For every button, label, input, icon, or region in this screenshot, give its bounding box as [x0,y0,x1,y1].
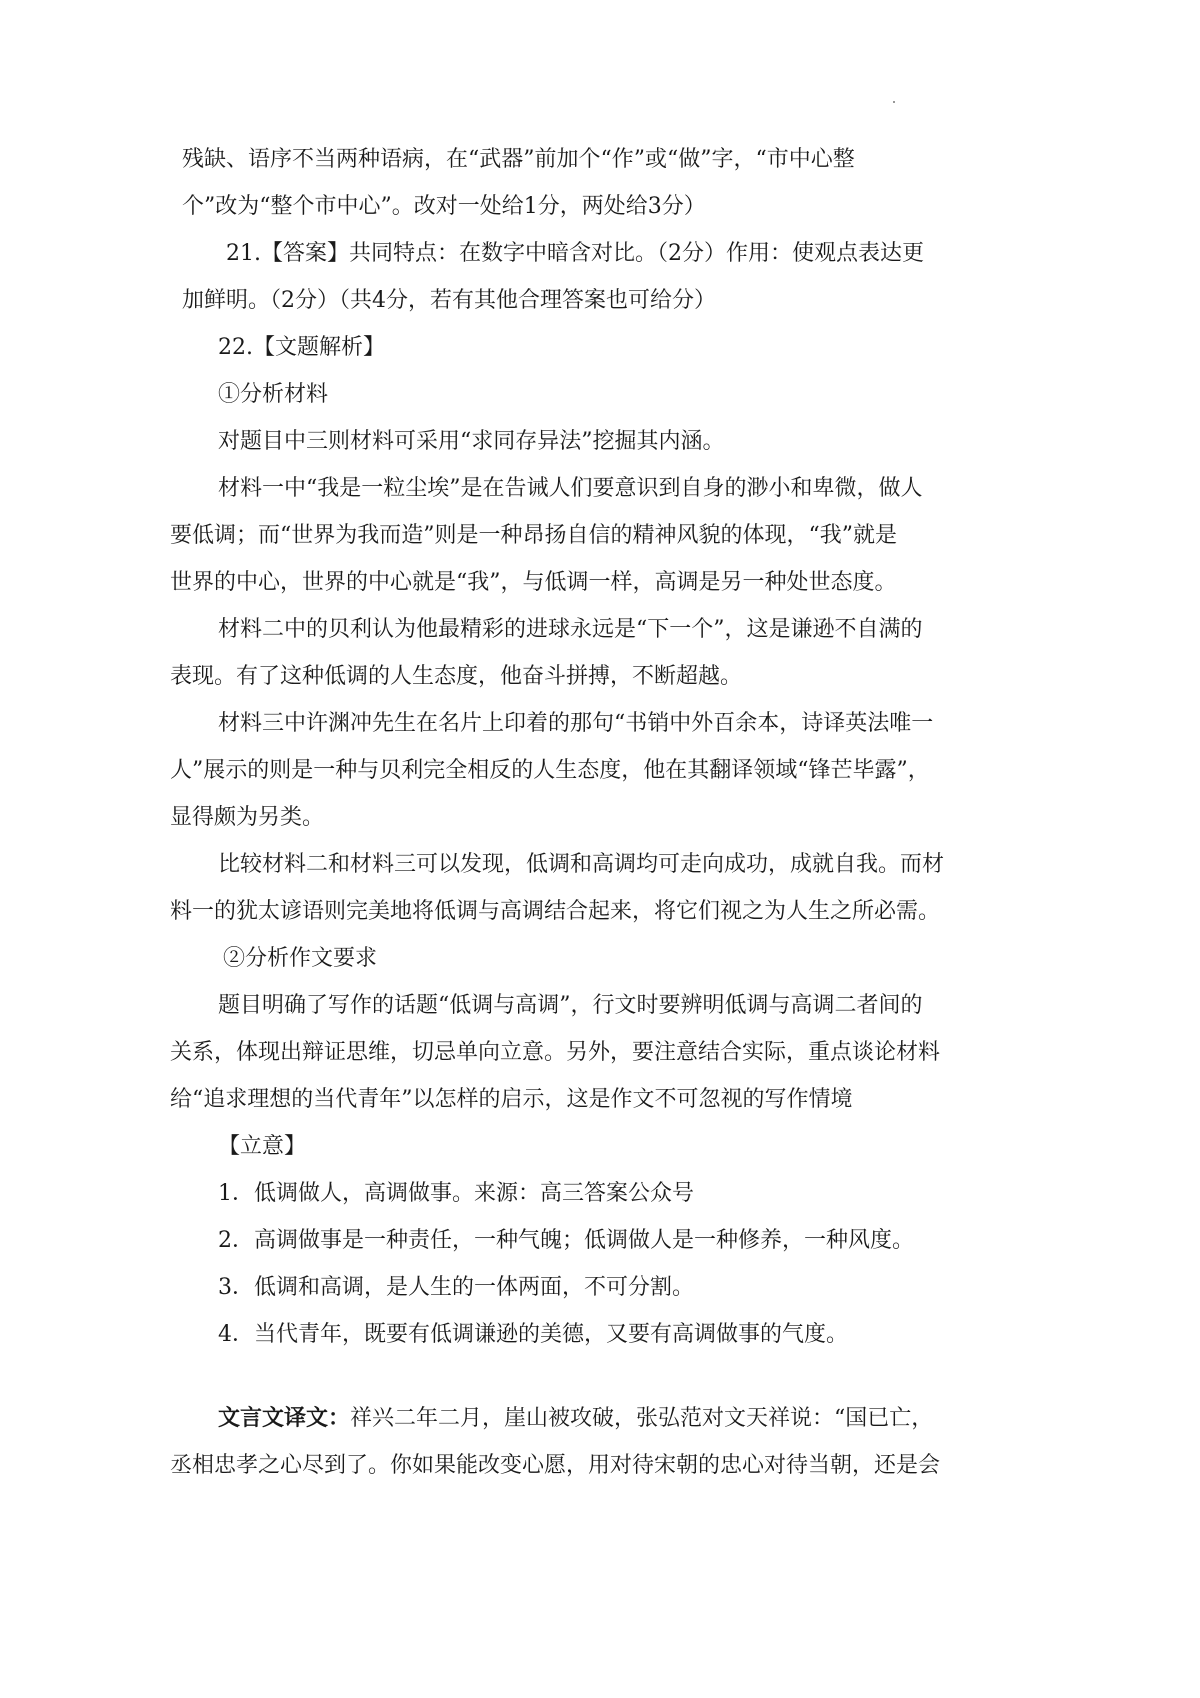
thesis-list [218,1170,1078,1358]
subheading-text: ①分析材料 [218,382,329,407]
text-line: 比较材料二和材料三可以发现，低调和高调均可走向成功，成就自我。而材 [218,852,945,877]
heading-text: 22.【文题解析】 [218,335,385,360]
text-line: 人”展示的则是一种与贝利完全相反的人生态度，他在其翻译领域“锋芒毕露”， [170,758,930,783]
text-line: 丞相忠孝之心尽到了。你如果能改变心愿，用对待宋朝的忠心对待当朝，还是会 [170,1453,941,1478]
requirements-paragraph [170,982,1078,1123]
text-line [218,1395,1078,1442]
list-item: 1．低调做人，高调做事。来源：高三答案公众号 [218,1181,694,1206]
text-line: 要低调；而“世界为我而造”则是一种昂扬自信的精神风貌的体现，“我”就是 [170,523,897,548]
text-line: 显得颇为另类。 [170,805,325,830]
text-line: 材料二中的贝利认为他最精彩的进球永远是“下一个”，这是谦逊不自满的 [218,617,923,642]
text-line: 材料三中许渊冲先生在名片上印着的那句“书销中外百余本，诗译英法唯一 [218,711,934,736]
thesis-heading [218,1123,1078,1170]
text-line: 给“追求理想的当代青年”以怎样的启示，这是作文不可忽视的写作情境 [170,1087,853,1112]
text-line: 21.【答案】共同特点：在数字中暗含对比。（2分）作用：使观点表达更 [226,241,924,266]
subheading-analyze-material [218,371,1078,418]
list-item: 4．当代青年，既要有低调谦逊的美德，又要有高调做事的气度。 [218,1322,848,1347]
translation-paragraph [170,1395,1078,1489]
translation-text: 祥兴二年二月，崖山被攻破，张弘范对文天祥说：“国已亡， [350,1406,934,1431]
answer-20-continued [182,136,1042,230]
scan-dot [893,101,895,103]
text-line: 加鲜明。（2分）（共4分，若有其他合理答案也可给分） [182,288,716,313]
subheading-text: ②分析作文要求 [223,946,378,971]
heading-text: 【立意】 [218,1134,307,1159]
translation-label: 文言文译文： [218,1405,351,1431]
material-one-paragraph [170,465,1078,606]
list-item: 2．高调做事是一种责任，一种气魄；低调做人是一种修养，一种风度。 [218,1228,914,1253]
text-line: 材料一中“我是一粒尘埃”是在告诫人们要意识到自身的渺小和卑微，做人 [218,476,923,501]
text-line: 题目明确了写作的话题“低调与高调”，行文时要辨明低调与高调二者间的 [218,993,923,1018]
text-line: 表现。有了这种低调的人生态度，他奋斗拼搏，不断超越。 [170,664,743,689]
text-line: 世界的中心，世界的中心就是“我”，与低调一样，高调是另一种处世态度。 [170,570,897,595]
text-line: 关系，体现出辩证思维，切忌单向立意。另外，要注意结合实际，重点谈论材料 [170,1040,941,1065]
intro-paragraph [218,418,1078,465]
text-line: 对题目中三则材料可采用“求同存异法”挖掘其内涵。 [218,429,725,454]
comparison-paragraph [170,841,1078,935]
text-line: 个”改为“整个市中心”。改对一处给1分，两处给3分） [182,194,706,219]
text-line: 残缺、语序不当两种语病，在“武器”前加个“作”或“做”字，“市中心整 [182,147,855,172]
answer-21 [182,230,1086,324]
text-line: 料一的犹太谚语则完美地将低调与高调结合起来，将它们视之为人生之所必需。 [170,899,941,924]
material-two-paragraph [170,606,1078,700]
section-heading-22 [218,324,1078,371]
material-three-paragraph [170,700,1078,841]
list-item: 3．低调和高调，是人生的一体两面，不可分割。 [218,1275,694,1300]
subheading-analyze-requirements [223,935,1083,982]
